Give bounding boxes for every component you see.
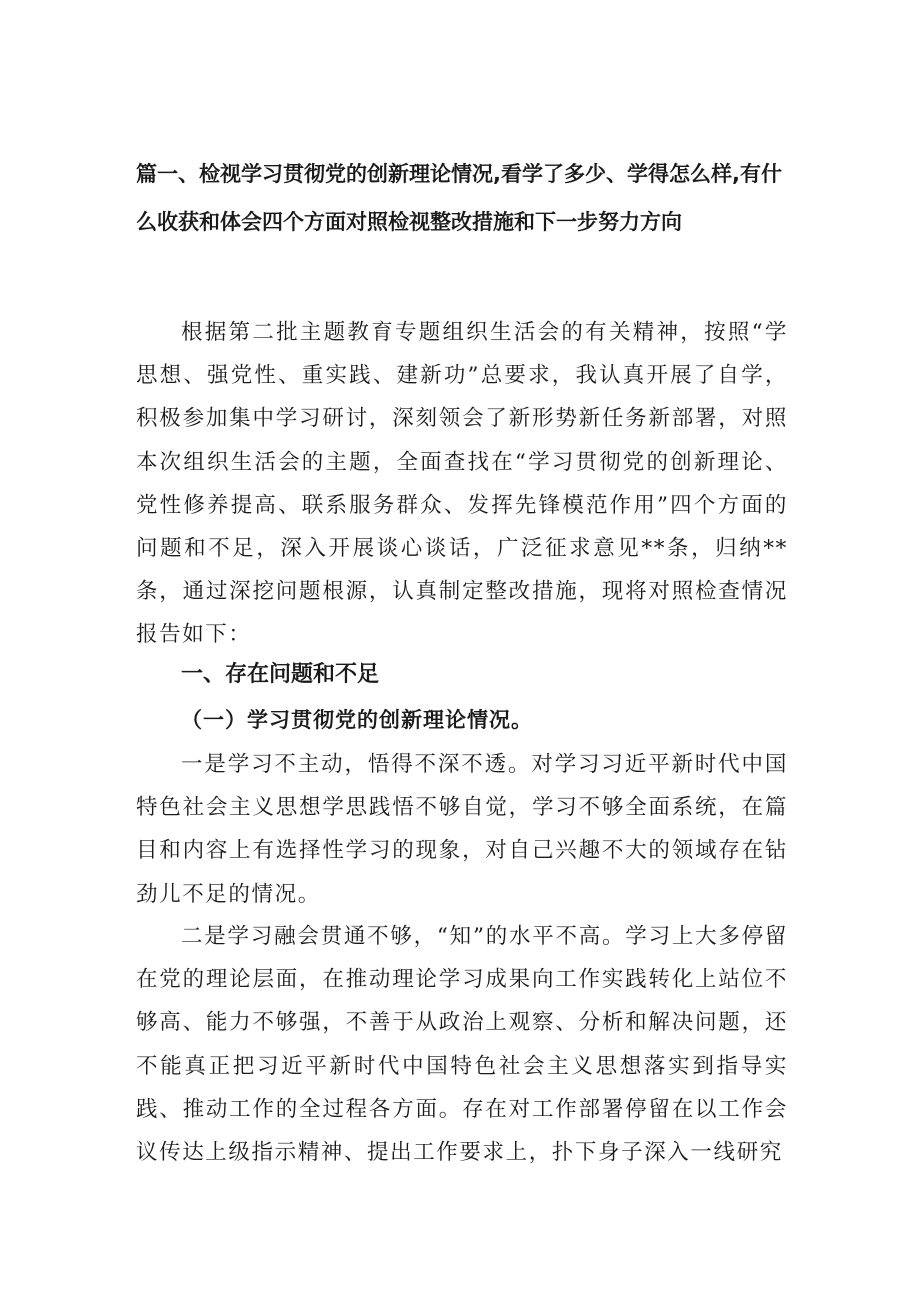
subsection-heading: （一）学习贯彻党的创新理论情况。 [181,707,533,732]
intro-paragraph: 根据第二批主题教育专题组织生活会的有关精神，按照“学思想、强党性、重实践、建新功”总要求，我认真开展了自学，积极参加集中学习研讨，深刻领会了新形势新任务新部署，对照本次组织生活会的主题，全面查找在“学习贯彻党的创新理论、党性修养提高、联系服务群众、发挥先锋模范作用”四个方面的问题和不足，深入开展谈心谈话，广泛征求意见**条，归纳**条，通过深挖问题根源，认真制定整改措施，现将对照检查情况报告如下： [136,320,788,648]
paragraph-one: 一是学习不主动，悟得不深不透。对学习习近平新时代中国特色社会主义思想学思践悟不够自觉，学习不够全面系统，在篇目和内容上有选择性学习的现象，对自己兴趣不大的领域存在钻劲儿不足的情况。 [136,752,788,907]
section-heading: 一、存在问题和不足 [181,662,380,687]
document-title: 篇一、检视学习贯彻党的创新理论情况,看学了多少、学得怎么样,有什么收获和体会四个方面对照检视整改措施和下一步努力方向 [136,162,782,234]
paragraph-two: 二是学习融会贯通不够，“知”的水平不高。学习上大多停留在党的理论层面，在推动理论学习成果向工作实践转化上站位不够高、能力不够强，不善于从政治上观察、分析和解决问题，还不能真正把习近平新时代中国特色社会主义思想落实到指导实践、推动工作的全过程各方面。存在对工作部署停留在以工作会议传达上级指示精神、提出工作要求上，扑下身子深入一线研究 [136,924,788,1166]
